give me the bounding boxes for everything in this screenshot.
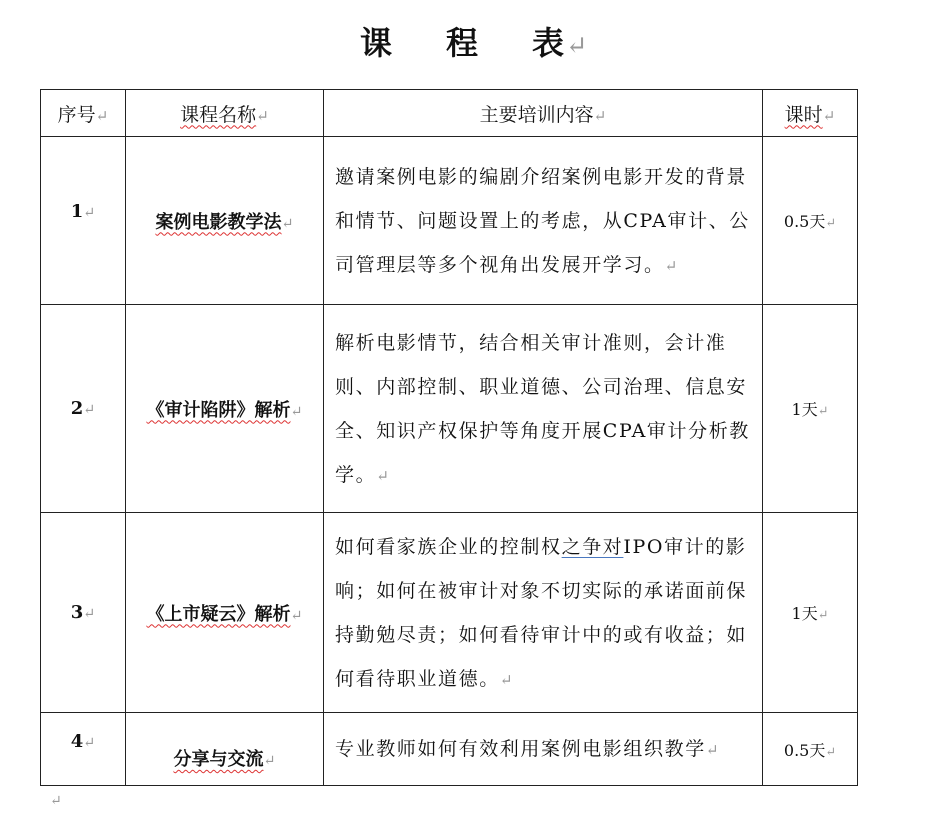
paragraph-mark-icon: ↵ xyxy=(566,31,590,61)
course-name: 分享与交流↵ xyxy=(126,713,324,786)
header-number: 序号↵ xyxy=(41,90,126,137)
row-number: 3↵ xyxy=(41,513,126,713)
course-name: 《上市疑云》解析↵ xyxy=(126,513,324,713)
table-row xyxy=(41,305,858,513)
title-char: 课 xyxy=(360,24,395,62)
course-name: 案例电影教学法↵ xyxy=(126,137,324,305)
course-hours: 0.5天↵ xyxy=(763,137,858,305)
table-row xyxy=(41,713,858,786)
header-content: 主要培训内容↵ xyxy=(324,90,763,137)
row-number: 4↵ xyxy=(41,713,126,786)
course-hours: 0.5天↵ xyxy=(763,713,858,786)
header-hours: 课时↵ xyxy=(763,90,858,137)
title-char: 表 xyxy=(532,24,567,62)
course-name: 《审计陷阱》解析↵ xyxy=(126,305,324,513)
page-title xyxy=(360,18,590,64)
course-table xyxy=(40,89,858,786)
table-row xyxy=(41,513,858,713)
title-char: 程 xyxy=(446,24,481,62)
header-course-name: 课程名称↵ xyxy=(126,90,324,137)
table-row xyxy=(41,137,858,305)
course-content: 解析电影情节，结合相关审计准则，会计准则、内部控制、职业道德、公司治理、信息安全、知识产权保护等角度开展CPA审计分析教学。↵ xyxy=(324,305,763,513)
course-hours: 1天↵ xyxy=(763,305,858,513)
row-number: 1↵ xyxy=(41,137,126,305)
course-content: 如何看家族企业的控制权之争对IPO审计的影响；如何在被审计对象不切实际的承诺面前保持勤勉尽责；如何看待审计中的或有收益；如何看待职业道德。↵ xyxy=(324,513,763,713)
table-header-row xyxy=(41,90,858,137)
course-hours: 1天↵ xyxy=(763,513,858,713)
course-content: 专业教师如何有效利用案例电影组织教学↵ xyxy=(324,713,763,786)
row-number: 2↵ xyxy=(41,305,126,513)
course-content: 邀请案例电影的编剧介绍案例电影开发的背景和情节、问题设置上的考虑，从CPA审计、公司管理层等多个视角出发展开学习。↵ xyxy=(324,137,763,305)
paragraph-mark-icon: ↵ xyxy=(50,793,62,809)
